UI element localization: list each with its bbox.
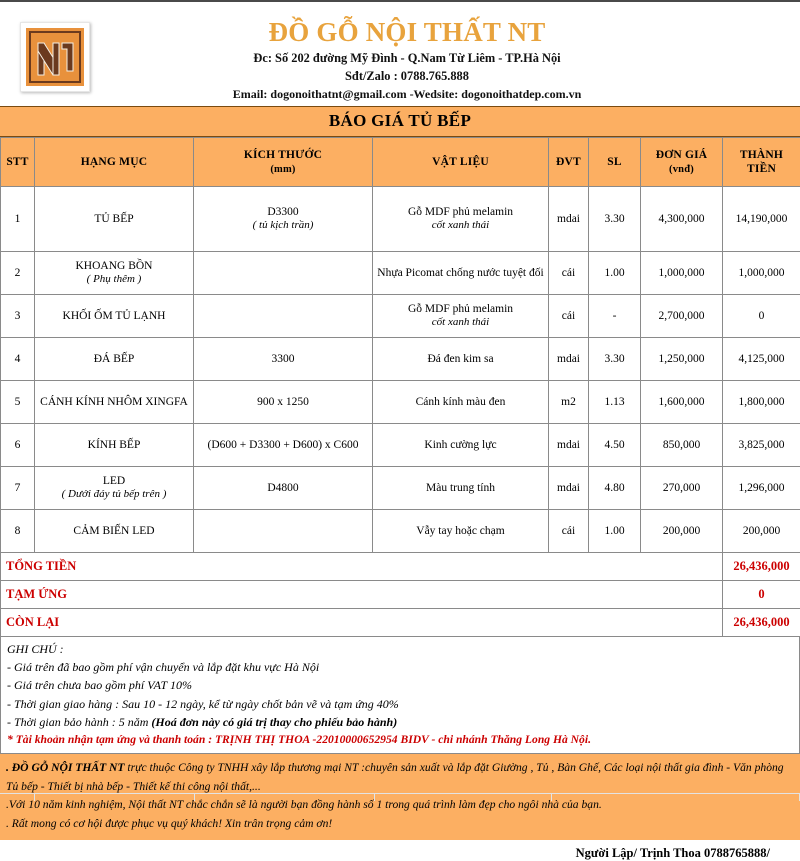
cell-qty-value: 3.30 [604,213,624,225]
cell-stt-value: 4 [15,353,21,365]
column-header-size-unit: (mm) [197,163,369,176]
cell-unit-value: mdai [557,482,580,494]
top-margin [0,0,800,12]
totals-amount: 26,436,000 [723,609,800,637]
cell-unit-value: mdai [557,353,580,365]
column-header-price [641,138,723,187]
column-header-unit: ĐVT [549,138,589,187]
bottom-grid-cell [375,793,552,801]
company-email: Email: dogonoithatnt@gmail.com -Wedsite: dogonoithatdep.com.vn [110,86,704,103]
cell-unit-value: m2 [561,396,576,408]
cell-qty [589,510,641,553]
cell-unit [549,295,589,338]
cell-qty [589,252,641,295]
quotation-table [0,137,800,637]
cell-item-value: LED [103,475,125,487]
cell-item-value: CẢM BIẾN LED [73,525,154,537]
cell-item [35,187,194,252]
column-header-size [194,138,373,187]
cell-item-value: ĐÁ BẾP [94,353,135,365]
cell-material [373,338,549,381]
cell-material-value: Kinh cường lực [424,439,496,451]
totals-label: TỔNG TIỀN [1,553,723,581]
cell-unit [549,467,589,510]
totals-amount: 0 [723,581,800,609]
cell-unit [549,338,589,381]
cell-size [194,381,373,424]
cell-qty [589,424,641,467]
cell-size-value: 900 x 1250 [257,396,309,408]
cell-item [35,381,194,424]
cell-stt-value: 3 [15,310,21,322]
cell-material [373,295,549,338]
description-line-1-rest: trực thuộc Công ty TNHH xây lắp thương mại NT :chuyên sản xuất và lắp đặt Giường , Tủ , Bàn Ghế, Các loại nội thất gia đình - Văn phòng [125,761,784,774]
description-line-3: .Với 10 năm kinh nghiệm, Nội thất NT chắc chắn sẽ là người bạn đồng hành số 1 trong quá trình làm đẹp cho ngôi nhà của bạn. [6,796,794,815]
cell-price-value: 4,300,000 [659,213,705,225]
description-line-2: Tủ bếp - Thiết bị nhà bếp - Thiết kế thi công nội thất,... [6,778,794,797]
cell-total-value: 1,000,000 [739,267,785,279]
company-name: ĐỒ GỖ NỘI THẤT NT [110,18,704,47]
cell-item-value: CÁNH KÍNH NHÔM XINGFA [40,396,188,408]
totals-row [1,609,800,637]
cell-total [723,424,800,467]
table-row [1,381,800,424]
cell-unit [549,187,589,252]
table-row [1,295,800,338]
cell-stt-value: 6 [15,439,21,451]
cell-qty [589,187,641,252]
column-header-size-label: KÍCH THƯỚC [244,149,322,161]
cell-total-value: 4,125,000 [739,353,785,365]
cell-unit-value: cái [562,525,575,537]
cell-material-value: Đá đen kim sa [427,353,493,365]
cell-unit-value: cái [562,310,575,322]
cell-size-note: ( tủ kịch trần) [197,219,369,233]
cell-qty-value: 1.00 [604,525,624,537]
cell-stt-value: 8 [15,525,21,537]
cell-stt [1,381,35,424]
cell-material-value: Cánh kính màu đen [416,396,506,408]
table-row [1,510,800,553]
cell-size [194,187,373,252]
totals-row [1,553,800,581]
cell-qty [589,381,641,424]
note-line-3: - Thời gian giao hàng : Sau 10 - 12 ngày, kể từ ngày chốt bản vẽ và tạm ứng 40% [7,695,793,713]
cell-stt [1,338,35,381]
column-header-stt: STT [1,138,35,187]
cell-total-value: 0 [759,310,765,322]
cell-price-value: 1,250,000 [659,353,705,365]
cell-material-note: cốt xanh thái [376,316,545,330]
bank-account-line: * Tài khoản nhận tạm ứng và thanh toán : TRỊNH THỊ THOA -22010000652954 BIDV - chi nhánh Thăng Long Hà Nội. [7,731,793,749]
cell-stt [1,424,35,467]
cell-price [641,510,723,553]
cell-price [641,467,723,510]
company-phone: Sđt/Zalo : 0788.765.888 [110,68,704,86]
cell-stt [1,510,35,553]
bottom-grid-cell [552,793,800,801]
cell-price-value: 1,000,000 [659,267,705,279]
table-row [1,252,800,295]
note-line-warranty [7,713,793,731]
warranty-text: - Thời gian bảo hành : 5 năm [7,715,151,729]
cell-qty [589,295,641,338]
cell-total-value: 14,190,000 [736,213,788,225]
letterhead-text [110,16,800,103]
notes-heading: GHI CHÚ : [7,640,793,658]
cell-unit [549,424,589,467]
column-header-material: VẬT LIỆU [373,138,549,187]
totals-label: TẠM ỨNG [1,581,723,609]
cell-item-value: KHOANG BỒN [76,260,153,272]
cell-qty-value: 1.13 [604,396,624,408]
warranty-emphasis: (Hoá đơn này có giá trị thay cho phiếu bảo hành) [151,715,397,729]
cell-size-value: 3300 [272,353,295,365]
cell-total-value: 3,825,000 [739,439,785,451]
column-header-qty: SL [589,138,641,187]
bottom-grid-cell [0,793,35,801]
cell-price [641,424,723,467]
totals-row [1,581,800,609]
cell-stt [1,467,35,510]
cell-material [373,424,549,467]
cell-total-value: 1,296,000 [739,482,785,494]
cell-price [641,381,723,424]
cell-item-value: KÍNH BẾP [88,439,141,451]
cell-qty-value: 1.00 [604,267,624,279]
description-line-4: . Rất mong có cơ hội được phục vụ quý khách! Xin trân trọng cảm ơn! [6,815,794,834]
cell-material [373,187,549,252]
cell-total [723,510,800,553]
cell-size [194,338,373,381]
cell-material [373,252,549,295]
cell-price-value: 200,000 [663,525,700,537]
column-header-price-label: ĐƠN GIÁ [656,149,708,161]
totals-body [1,553,800,637]
cell-item-value: KHỐI ỐM TỦ LẠNH [63,310,166,322]
logo-container [0,16,110,92]
cell-total [723,338,800,381]
cell-price [641,338,723,381]
cell-stt [1,252,35,295]
cell-size [194,295,373,338]
cell-material-value: Màu trung tính [426,482,495,494]
bottom-grid-cell [35,793,195,801]
cell-price-value: 270,000 [663,482,700,494]
bottom-grid-cell [195,793,375,801]
cell-total [723,381,800,424]
cell-stt [1,295,35,338]
cell-unit-value: mdai [557,213,580,225]
cell-stt-value: 1 [15,213,21,225]
cell-item-value: TỦ BẾP [94,213,133,225]
cell-size [194,424,373,467]
table-header-row [1,138,800,187]
cell-material [373,467,549,510]
table-body [1,187,800,553]
cell-item-note: ( Phụ thêm ) [38,273,190,287]
description-line-1 [6,759,794,778]
cell-size-value: (D600 + D3300 + D600) x C600 [208,439,359,451]
cell-material-note: cốt xanh thái [376,219,545,233]
top-divider-rule [0,0,800,2]
cell-item [35,424,194,467]
cell-unit-value: mdai [557,439,580,451]
cell-material-value: Gỗ MDF phủ melamin [408,206,513,218]
cell-qty-value: - [613,310,617,322]
cell-price [641,252,723,295]
totals-amount: 26,436,000 [723,553,800,581]
note-line-1: - Giá trên đã bao gồm phí vận chuyển và lắp đặt khu vực Hà Nội [7,658,793,676]
cell-qty-value: 4.80 [604,482,624,494]
table-row [1,467,800,510]
cell-unit-value: cái [562,267,575,279]
cell-size [194,252,373,295]
logo-icon [26,28,84,86]
cell-size-value: D3300 [267,206,298,218]
note-line-2: - Giá trên chưa bao gồm phí VAT 10% [7,676,793,694]
document-title: BÁO GIÁ TỦ BẾP [0,106,800,137]
cell-material-value: Vẫy tay hoặc chạm [416,525,504,537]
cell-total-value: 200,000 [743,525,780,537]
cell-item [35,252,194,295]
cell-total [723,187,800,252]
cell-price [641,295,723,338]
cell-material-value: Nhựa Picomat chống nước tuyệt đối [377,267,543,279]
nt-monogram-icon [29,31,81,83]
cell-material [373,510,549,553]
cell-item [35,295,194,338]
cell-size [194,467,373,510]
company-logo [20,22,90,92]
cell-stt-value: 5 [15,396,21,408]
signature-line: Người Lập/ Trịnh Thoa 0788765888/ [0,840,800,861]
cell-qty [589,467,641,510]
table-row [1,187,800,252]
cell-unit [549,252,589,295]
cell-total [723,295,800,338]
cell-material-value: Gỗ MDF phủ melamin [408,303,513,315]
bottom-grid-lines [0,793,800,801]
cell-stt-value: 2 [15,267,21,279]
cell-item [35,338,194,381]
cell-total [723,252,800,295]
table-row [1,424,800,467]
cell-total-value: 1,800,000 [739,396,785,408]
cell-material [373,381,549,424]
cell-unit [549,381,589,424]
cell-unit [549,510,589,553]
table-header [1,138,800,187]
cell-size [194,510,373,553]
totals-label: CÒN LẠI [1,609,723,637]
letterhead [0,12,800,106]
column-header-price-unit: (vnđ) [644,163,719,176]
cell-qty-value: 4.50 [604,439,624,451]
column-header-total: THÀNH TIỀN [723,138,800,187]
table-row [1,338,800,381]
cell-item [35,510,194,553]
cell-price-value: 1,600,000 [659,396,705,408]
cell-item-note: ( Dưới đáy tủ bếp trên ) [38,488,190,502]
cell-price-value: 2,700,000 [659,310,705,322]
description-brand: . ĐỒ GỖ NỘI THẤT NT [6,761,125,774]
cell-qty [589,338,641,381]
cell-item [35,467,194,510]
cell-stt-value: 7 [15,482,21,494]
cell-price [641,187,723,252]
cell-price-value: 850,000 [663,439,700,451]
company-address: Đc: Số 202 đường Mỹ Đình - Q.Nam Từ Liêm - TP.Hà Nội [110,50,704,68]
cell-total [723,467,800,510]
notes-section [0,637,800,754]
cell-stt [1,187,35,252]
column-header-item: HẠNG MỤC [35,138,194,187]
cell-size-value: D4800 [267,482,298,494]
cell-qty-value: 3.30 [604,353,624,365]
